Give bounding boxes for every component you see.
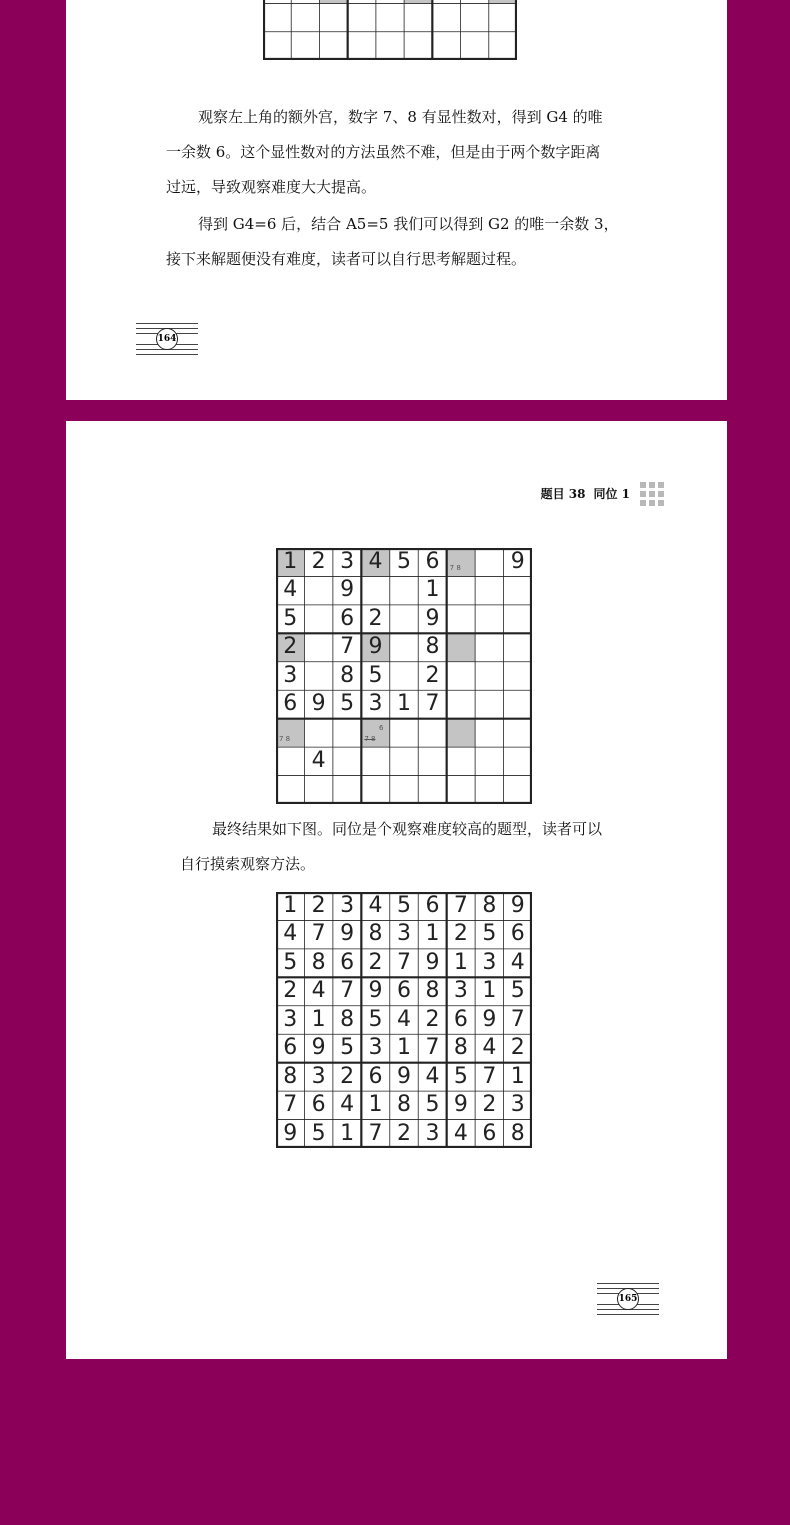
sudoku-digit: 4 [368, 549, 383, 574]
sudoku-digit: 1 [396, 1035, 411, 1061]
sudoku-digit: 3 [283, 1006, 298, 1032]
sudoku-digit: 5 [340, 691, 355, 717]
sudoku-digit: 8 [340, 662, 355, 688]
sudoku-digit: 1 [368, 1092, 383, 1118]
sudoku-digit: 4 [368, 893, 383, 918]
sudoku-digit: 4 [453, 1120, 468, 1146]
sudoku-puzzle-grid [276, 548, 532, 804]
sudoku-digit: 8 [311, 949, 326, 975]
sudoku-candidate-note: 7 8 [279, 734, 291, 743]
paragraph-2 [166, 207, 619, 277]
sudoku-digit: 7 [396, 949, 411, 975]
page-165 [66, 421, 727, 1359]
sudoku-digit: 1 [340, 1120, 355, 1146]
sudoku-digit: 7 [453, 893, 468, 918]
sudoku-digit: 1 [425, 921, 440, 947]
sudoku-grid-lines [276, 892, 532, 1148]
sudoku-digit: 9 [368, 978, 383, 1004]
sudoku-digit: 7 [482, 1063, 497, 1089]
sudoku-digit: 7 [311, 921, 326, 947]
sudoku-digit: 9 [510, 549, 525, 574]
sudoku-digit: 6 [425, 893, 440, 918]
paragraph-1-line-2: 一余数 6。这个显性数对的方法虽然不难，但是由于两个数字距离 [166, 143, 601, 161]
sudoku-digit: 2 [368, 605, 383, 631]
sudoku-digit: 5 [453, 1063, 468, 1089]
paragraph-3 [180, 812, 602, 882]
sudoku-digit: 2 [340, 1063, 355, 1089]
sudoku-digit: 6 [453, 1006, 468, 1032]
sudoku-digit: 1 [283, 893, 298, 918]
sudoku-grid-lines [276, 548, 532, 804]
page-number-label: 164 [156, 328, 178, 350]
sudoku-digit: 6 [340, 605, 355, 631]
sudoku-digit: 1 [425, 577, 440, 603]
page-164 [66, 0, 727, 400]
sudoku-digit: 3 [368, 691, 383, 717]
paragraph-3-line-2: 自行摸索观察方法。 [180, 855, 316, 873]
sudoku-digit: 2 [453, 921, 468, 947]
puzzle-header [533, 485, 630, 502]
sudoku-digit: 5 [368, 662, 383, 688]
sudoku-digit: 4 [340, 1092, 355, 1118]
sudoku-digit: 7 [340, 978, 355, 1004]
sudoku-digit: 2 [396, 1120, 411, 1146]
sudoku-digit: 5 [283, 949, 298, 975]
sudoku-digit: 5 [340, 1035, 355, 1061]
sudoku-digit: 2 [425, 662, 440, 688]
sudoku-candidate-note: 7 8 [364, 734, 376, 743]
sudoku-digit: 5 [311, 1120, 326, 1146]
sudoku-digit: 8 [425, 978, 440, 1004]
sudoku-digit: 2 [311, 893, 326, 918]
sudoku-digit: 3 [425, 1120, 440, 1146]
sudoku-digit: 6 [283, 1035, 298, 1061]
sudoku-digit: 3 [311, 1063, 326, 1089]
sudoku-digit: 5 [396, 549, 411, 574]
sudoku-digit: 6 [396, 978, 411, 1004]
sudoku-grid-lines [263, 0, 517, 60]
sudoku-fragment-inner [263, 0, 517, 60]
sudoku-digit: 6 [368, 1063, 383, 1089]
sudoku-digit: 3 [368, 1035, 383, 1061]
sudoku-digit: 4 [510, 949, 525, 975]
paragraph-2-line-1: 得到 G4=6 后，结合 A5=5 我们可以得到 G2 的唯一余数 3， [198, 215, 619, 233]
sudoku-digit: 4 [283, 577, 298, 603]
sudoku-digit: 9 [340, 921, 355, 947]
sudoku-digit: 1 [396, 691, 411, 717]
sudoku-digit: 1 [510, 1063, 525, 1089]
sudoku-digit: 8 [453, 1035, 468, 1061]
sudoku-digit: 4 [283, 921, 298, 947]
page-number-label: 165 [617, 1288, 639, 1310]
sudoku-digit: 5 [368, 1006, 383, 1032]
sudoku-digit: 7 [283, 1092, 298, 1118]
sudoku-digit: 3 [340, 893, 355, 918]
sudoku-digit: 3 [396, 921, 411, 947]
sudoku-digit: 2 [368, 949, 383, 975]
sudoku-digit: 6 [482, 1120, 497, 1146]
sudoku-digit: 8 [482, 893, 497, 918]
sudoku-digit: 2 [283, 634, 298, 660]
sudoku-digit: 3 [340, 549, 355, 574]
sudoku-digit: 8 [396, 1092, 411, 1118]
sudoku-digit: 9 [396, 1063, 411, 1089]
sudoku-digit: 3 [510, 1092, 525, 1118]
sudoku-digit: 5 [396, 893, 411, 918]
sudoku-digit: 3 [283, 662, 298, 688]
sudoku-digit: 6 [510, 921, 525, 947]
paragraph-1-line-1: 观察左上角的额外宫，数字 7、8 有显性数对，得到 G4 的唯 [198, 108, 603, 126]
sudoku-digit: 8 [283, 1063, 298, 1089]
sudoku-digit: 2 [311, 549, 326, 574]
sudoku-digit: 6 [340, 949, 355, 975]
sudoku-digit: 5 [425, 1092, 440, 1118]
sudoku-digit: 1 [482, 978, 497, 1004]
sudoku-digit: 2 [283, 978, 298, 1004]
page-number-164 [136, 322, 198, 356]
sudoku-digit: 8 [368, 921, 383, 947]
sudoku-digit: 8 [425, 634, 440, 660]
sudoku-digit: 7 [368, 1120, 383, 1146]
sudoku-grid-fragment [263, 0, 517, 93]
puzzle-title: 题目 38 [540, 487, 586, 501]
sudoku-digit: 6 [283, 691, 298, 717]
sudoku-digit: 4 [311, 978, 326, 1004]
sudoku-digit: 2 [510, 1035, 525, 1061]
sudoku-digit: 9 [425, 605, 440, 631]
sudoku-digit: 4 [396, 1006, 411, 1032]
sudoku-digit: 5 [283, 605, 298, 631]
sudoku-digit: 8 [340, 1006, 355, 1032]
sudoku-digit: 8 [510, 1120, 525, 1146]
sudoku-digit: 4 [425, 1063, 440, 1089]
paragraph-1 [166, 100, 603, 205]
sudoku-digit: 5 [510, 978, 525, 1004]
sudoku-digit: 9 [453, 1092, 468, 1118]
sudoku-digit: 7 [510, 1006, 525, 1032]
sudoku-solution-grid [276, 892, 532, 1148]
sudoku-digit: 9 [368, 634, 383, 660]
sudoku-digit: 4 [311, 748, 326, 774]
sudoku-digit: 9 [283, 1120, 298, 1146]
sudoku-digit: 1 [453, 949, 468, 975]
sudoku-digit: 1 [283, 549, 298, 574]
sudoku-digit: 9 [311, 691, 326, 717]
paragraph-3-line-1: 最终结果如下图。同位是个观察难度较高的题型，读者可以 [212, 820, 603, 838]
sudoku-digit: 3 [453, 978, 468, 1004]
sudoku-digit: 7 [425, 691, 440, 717]
sudoku-digit: 7 [425, 1035, 440, 1061]
sudoku-digit: 2 [482, 1092, 497, 1118]
sudoku-digit: 1 [311, 1006, 326, 1032]
sudoku-digit: 9 [311, 1035, 326, 1061]
sudoku-digit: 6 [311, 1092, 326, 1118]
sudoku-candidate-note: 7 8 [449, 564, 461, 573]
page-number-165 [597, 1282, 659, 1316]
puzzle-subtitle: 同位 1 [593, 487, 630, 501]
sudoku-digit: 9 [425, 949, 440, 975]
sudoku-digit: 9 [340, 577, 355, 603]
sudoku-digit: 9 [510, 893, 525, 918]
sudoku-digit: 6 [425, 549, 440, 574]
paragraph-1-line-3: 过远，导致观察难度大大提高。 [166, 178, 377, 196]
sudoku-digit: 7 [340, 634, 355, 660]
sudoku-digit: 2 [425, 1006, 440, 1032]
sudoku-digit: 9 [482, 1006, 497, 1032]
sudoku-digit: 4 [482, 1035, 497, 1061]
sudoku-digit: 3 [482, 949, 497, 975]
sudoku-candidate-extra: 6 [378, 723, 384, 732]
grid-decoration-icon [640, 482, 664, 506]
paragraph-2-line-2: 接下来解题便没有难度，读者可以自行思考解题过程。 [166, 250, 527, 268]
sudoku-digit: 5 [482, 921, 497, 947]
